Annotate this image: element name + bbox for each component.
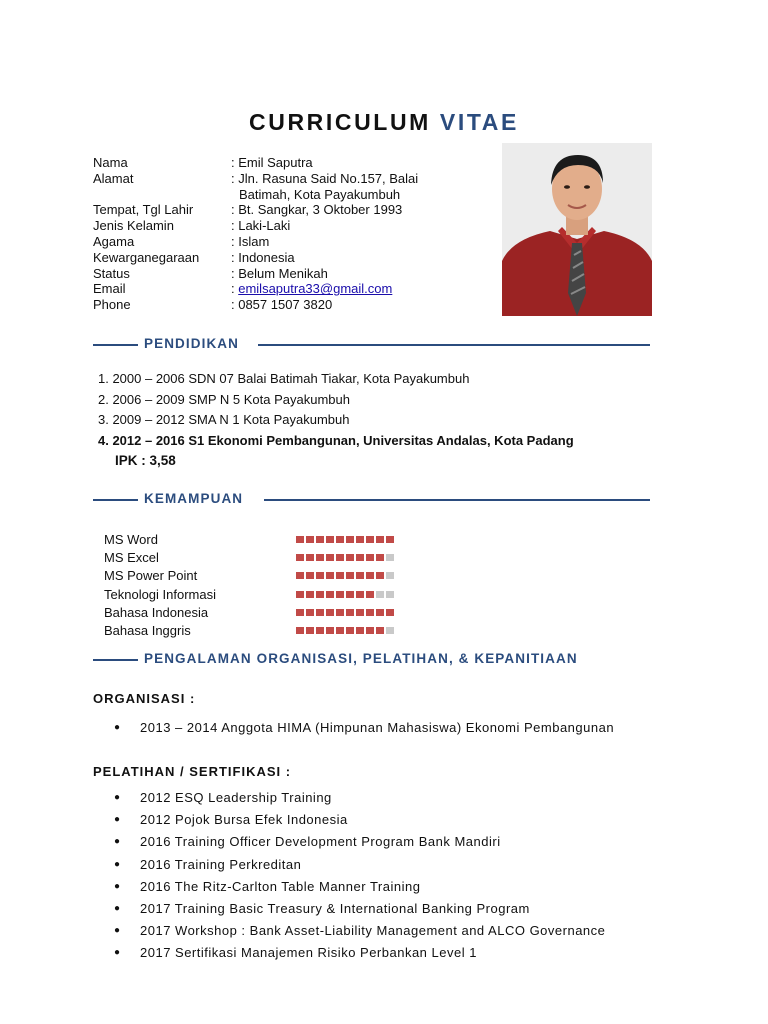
- skill-square-filled: [306, 609, 314, 616]
- list-item: [114, 920, 605, 942]
- section-heading-pengalaman: [93, 650, 653, 670]
- list-item: [114, 854, 605, 876]
- skill-square-filled: [296, 627, 304, 634]
- ipk-value: IPK : 3,58: [115, 453, 176, 468]
- pelatihan-heading: PELATIHAN / SERTIFIKASI :: [93, 764, 292, 779]
- skill-square-filled: [336, 572, 344, 579]
- info-row-nama: [93, 155, 461, 171]
- personal-info: [93, 155, 461, 313]
- bullet-icon: ●: [114, 925, 121, 937]
- skill-row: [104, 585, 394, 603]
- skill-square-filled: [366, 536, 374, 543]
- skill-square-filled: [376, 554, 384, 561]
- skill-square-filled: [326, 554, 334, 561]
- skill-square-filled: [326, 536, 334, 543]
- skill-square-filled: [296, 536, 304, 543]
- list-item: [114, 876, 605, 898]
- section-rule-right: [258, 344, 650, 346]
- list-item-text: 2017 Training Basic Treasury & International Banking Program: [140, 900, 530, 916]
- skill-square-filled: [356, 536, 364, 543]
- skill-square-filled: [336, 627, 344, 634]
- skill-square-filled: [336, 591, 344, 598]
- skills-list: [104, 530, 394, 640]
- skill-square-filled: [296, 554, 304, 561]
- skill-square-filled: [346, 572, 354, 579]
- skill-square-filled: [306, 627, 314, 634]
- info-row-status: [93, 266, 461, 282]
- list-item-text: 2016 The Ritz-Carlton Table Manner Training: [140, 878, 421, 894]
- skill-square-filled: [296, 609, 304, 616]
- skill-square-filled: [306, 572, 314, 579]
- list-item: [114, 831, 605, 853]
- bullet-icon: ●: [114, 880, 121, 892]
- skill-row: [104, 621, 394, 639]
- skill-rating: [296, 627, 394, 634]
- info-label: Agama: [93, 233, 135, 249]
- list-item-text: 2016 Training Officer Development Program Bank Mandiri: [140, 834, 501, 850]
- skill-name: Bahasa Inggris: [104, 623, 191, 639]
- skill-square-empty: [376, 591, 384, 598]
- skill-rating: [296, 536, 394, 543]
- skill-square-filled: [306, 554, 314, 561]
- bullet-icon: ●: [114, 836, 121, 848]
- skill-square-filled: [356, 554, 364, 561]
- skill-row: [104, 603, 394, 621]
- skill-square-filled: [376, 572, 384, 579]
- section-heading-pendidikan: [93, 335, 653, 355]
- skill-square-filled: [326, 591, 334, 598]
- info-label: Jenis Kelamin: [93, 218, 174, 234]
- skill-square-filled: [356, 591, 364, 598]
- info-label: Alamat: [93, 170, 134, 186]
- list-item: [114, 717, 614, 739]
- skill-square-filled: [326, 627, 334, 634]
- list-item: [114, 898, 605, 920]
- bullet-icon: ●: [114, 814, 121, 826]
- education-item: 2. 2006 – 2009 SMP N 5 Kota Payakumbuh: [98, 391, 350, 407]
- bullet-icon: ●: [114, 947, 121, 959]
- info-label: Email: [93, 281, 126, 297]
- skill-square-empty: [386, 572, 394, 579]
- skill-rating: [296, 609, 394, 616]
- skill-square-filled: [356, 609, 364, 616]
- info-label: Status: [93, 265, 130, 281]
- skill-square-filled: [336, 609, 344, 616]
- section-title-kemampuan: KEMAMPUAN: [144, 491, 244, 506]
- skill-square-filled: [316, 572, 324, 579]
- bullet-icon: ●: [114, 792, 121, 803]
- skill-square-filled: [316, 627, 324, 634]
- skill-square-filled: [356, 627, 364, 634]
- cv-title: [0, 109, 768, 136]
- skill-square-filled: [326, 572, 334, 579]
- bullet-icon: ●: [114, 902, 121, 914]
- bullet-icon: ●: [114, 722, 121, 733]
- list-item-text: 2017 Workshop : Bank Asset-Liability Management and ALCO Governance: [140, 923, 606, 939]
- pelatihan-list: [114, 787, 605, 965]
- skill-square-filled: [326, 609, 334, 616]
- info-label: Phone: [93, 297, 131, 313]
- section-rule-left: [93, 344, 138, 346]
- skill-rating: [296, 554, 394, 561]
- section-rule-left: [93, 659, 138, 661]
- skill-square-filled: [316, 609, 324, 616]
- skill-square-empty: [386, 554, 394, 561]
- skill-square-empty: [386, 591, 394, 598]
- skill-square-filled: [346, 627, 354, 634]
- info-row-agama: [93, 234, 461, 250]
- list-item-text: 2012 ESQ Leadership Training: [140, 790, 332, 805]
- alamat-line-1: : Jln. Rasuna Said No.157, Balai: [231, 170, 419, 186]
- skill-row: [104, 567, 394, 585]
- skill-square-filled: [296, 591, 304, 598]
- info-value: : 0857 1507 3820: [231, 297, 333, 313]
- bullet-icon: ●: [114, 858, 121, 870]
- info-label: Nama: [93, 155, 128, 170]
- skill-square-filled: [346, 536, 354, 543]
- section-title-pendidikan: PENDIDIKAN: [144, 336, 240, 351]
- list-item-text: 2017 Sertifikasi Manajemen Risiko Perbankan Level 1: [140, 945, 477, 961]
- education-list: [98, 369, 574, 451]
- info-value: : Islam: [231, 233, 270, 249]
- info-value: : Belum Menikah: [231, 265, 328, 281]
- skill-square-filled: [386, 609, 394, 616]
- info-row-phone: [93, 297, 461, 313]
- cv-title-accent: VITAE: [439, 109, 519, 135]
- list-item-text: 2013 – 2014 Anggota HIMA (Himpunan Mahasiswa) Ekonomi Pembangunan: [140, 720, 615, 735]
- skill-square-filled: [306, 536, 314, 543]
- info-label: Tempat, Tgl Lahir: [93, 202, 194, 218]
- skill-square-filled: [336, 554, 344, 561]
- list-item: [114, 942, 605, 964]
- profile-photo-image: [502, 143, 652, 316]
- skill-square-filled: [316, 536, 324, 543]
- skill-square-filled: [356, 572, 364, 579]
- skill-rating: [296, 591, 394, 598]
- skill-name: Bahasa Indonesia: [104, 604, 209, 620]
- skill-square-filled: [376, 536, 384, 543]
- info-value: [231, 281, 461, 297]
- alamat-line-2: Batimah, Kota Payakumbuh: [239, 186, 401, 202]
- skill-name: MS Word: [104, 531, 158, 547]
- list-item-text: 2012 Pojok Bursa Efek Indonesia: [140, 812, 348, 828]
- info-value: : Emil Saputra: [231, 155, 313, 170]
- skill-square-filled: [346, 554, 354, 561]
- section-rule-right: [264, 499, 650, 501]
- skill-square-filled: [306, 591, 314, 598]
- info-row-ttl: [93, 202, 461, 218]
- skill-square-filled: [366, 627, 374, 634]
- education-item: 3. 2009 – 2012 SMA N 1 Kota Payakumbuh: [98, 412, 350, 427]
- skill-square-empty: [386, 627, 394, 634]
- organisasi-heading: ORGANISASI :: [93, 691, 196, 706]
- list-item: [114, 787, 605, 809]
- skill-square-filled: [386, 536, 394, 543]
- cv-title-main: CURRICULUM: [249, 109, 431, 135]
- info-row-jenis-kelamin: [93, 218, 461, 234]
- skill-square-filled: [316, 554, 324, 561]
- section-rule-left: [93, 499, 138, 501]
- info-value: : Bt. Sangkar, 3 Oktober 1993: [231, 202, 403, 218]
- skill-square-filled: [376, 609, 384, 616]
- skill-row: [104, 548, 394, 566]
- skill-square-filled: [296, 572, 304, 579]
- skill-square-filled: [316, 591, 324, 598]
- section-heading-kemampuan: [93, 490, 653, 510]
- skill-square-filled: [376, 627, 384, 634]
- education-item: 1. 2000 – 2006 SDN 07 Balai Batimah Tiakar, Kota Payakumbuh: [98, 371, 470, 386]
- organisasi-list: [114, 717, 614, 739]
- skill-square-filled: [366, 572, 374, 579]
- email-link[interactable]: emilsaputra33@gmail.com: [238, 281, 393, 297]
- skill-name: MS Power Point: [104, 568, 198, 584]
- list-item: [114, 809, 605, 831]
- info-value: [231, 171, 461, 203]
- info-value: : Indonesia: [231, 249, 295, 265]
- info-label: Kewarganegaraan: [93, 249, 200, 265]
- skill-square-filled: [336, 536, 344, 543]
- info-row-kewarganegaraan: [93, 250, 461, 266]
- skill-rating: [296, 572, 394, 579]
- list-item-text: 2016 Training Perkreditan: [140, 856, 302, 872]
- info-value: : Laki-Laki: [231, 218, 291, 234]
- education-item: 4. 2012 – 2016 S1 Ekonomi Pembangunan, Universitas Andalas, Kota Padang: [98, 432, 574, 448]
- email-colon: :: [231, 281, 239, 297]
- skill-square-filled: [346, 609, 354, 616]
- skill-square-filled: [346, 591, 354, 598]
- skill-row: [104, 530, 394, 548]
- skill-name: Teknologi Informasi: [104, 586, 216, 602]
- section-title-pengalaman: PENGALAMAN ORGANISASI, PELATIHAN, & KEPANITIAAN: [144, 651, 578, 666]
- info-row-email: [93, 281, 461, 297]
- skill-square-filled: [366, 609, 374, 616]
- skill-name: MS Excel: [104, 549, 159, 565]
- skill-square-filled: [366, 554, 374, 561]
- profile-photo: [502, 143, 652, 316]
- info-row-alamat: [93, 171, 461, 203]
- skill-square-filled: [366, 591, 374, 598]
